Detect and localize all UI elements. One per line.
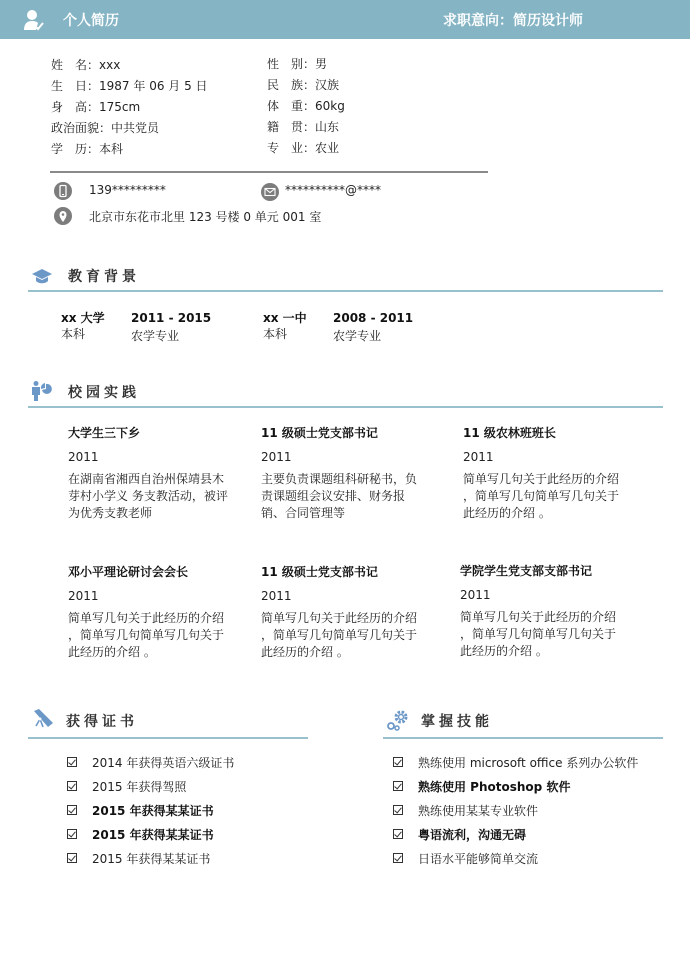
skill-item: 熟练使用某某专业软件 <box>393 798 638 822</box>
practice-year: 2011 <box>68 450 99 464</box>
email-address: **********@**** <box>285 183 381 197</box>
info-gender: 性 别：男 <box>267 57 328 71</box>
certificate-item: 2015 年获得某某证书 <box>67 798 234 822</box>
certificates-list <box>67 750 234 870</box>
section-divider-practice <box>28 406 663 408</box>
skill-item: 日语水平能够简单交流 <box>393 846 638 870</box>
practice-year: 2011 <box>460 588 491 602</box>
info-ethnicity: 民 族：汉族 <box>267 78 340 92</box>
job-objective: 求职意向：简历设计师 <box>443 13 583 29</box>
section-title-practice: 校园实践 <box>68 385 140 401</box>
info-height: 身 高：175cm <box>51 100 141 114</box>
checkbox-icon <box>393 781 403 791</box>
info-weight: 体 重：60kg <box>267 99 345 113</box>
practice-year: 2011 <box>261 450 292 464</box>
checkbox-icon <box>67 757 77 767</box>
education-degree: 本科 <box>263 327 288 341</box>
user-icon <box>22 8 46 32</box>
section-title-certificates: 获得证书 <box>66 714 138 730</box>
practice-item <box>261 564 451 661</box>
practice-description: 简单写几句关于此经历的介绍 ，简单写几句简单写几句关于此经历的介绍 。 <box>68 611 225 659</box>
practice-title: 11 级硕士党支部书记 <box>261 426 378 440</box>
certificate-item: 2015 年获得驾照 <box>67 774 234 798</box>
skill-item: 熟练使用 microsoft office 系列办公软件 <box>393 750 638 774</box>
presenter-icon <box>31 380 53 402</box>
info-political-status: 政治面貌：中共党员 <box>51 121 160 135</box>
info-hometown: 籍 贯：山东 <box>267 120 340 134</box>
practice-year: 2011 <box>261 589 292 603</box>
practice-description: 简单写几句关于此经历的介绍 ，简单写几句简单写几句关于此经历的介绍 。 <box>463 472 620 520</box>
certificate-item: 2015 年获得某某证书 <box>67 822 234 846</box>
header-bar <box>0 0 690 39</box>
checkbox-icon <box>67 853 77 863</box>
certificate-ribbon-icon <box>31 708 55 730</box>
certificate-item: 2014 年获得英语六级证书 <box>67 750 234 774</box>
skill-item: 粤语流利，沟通无碍 <box>393 822 638 846</box>
section-title-skills: 掌握技能 <box>421 714 493 730</box>
practice-description: 在湖南省湘西自治州保靖县木芽村小学义 务支教活动，被评为优秀支教老师 <box>68 472 228 520</box>
practice-year: 2011 <box>463 450 494 464</box>
address: 北京市东花市北里 123 号楼 0 单元 001 室 <box>89 210 322 224</box>
skills-list <box>393 750 638 870</box>
education-school: xx 大学 <box>61 311 105 325</box>
phone-number: 139********* <box>89 183 166 197</box>
education-years: 2011 - 2015 <box>131 311 212 325</box>
education-school: xx 一中 <box>263 311 307 325</box>
education-major: 农学专业 <box>333 329 382 343</box>
practice-title: 11 级农林班班长 <box>463 426 556 440</box>
education-major: 农学专业 <box>131 329 180 343</box>
info-name: 姓 名：xxx <box>51 58 121 72</box>
practice-title: 邓小平理论研讨会会长 <box>68 565 189 579</box>
practice-item <box>460 563 650 660</box>
section-divider-education <box>28 290 663 292</box>
gears-icon <box>386 708 410 732</box>
graduation-cap-icon <box>31 268 53 286</box>
practice-title: 学院学生党支部支部书记 <box>460 564 593 578</box>
checkbox-icon <box>67 829 77 839</box>
practice-item <box>463 425 653 522</box>
checkbox-icon <box>393 757 403 767</box>
practice-item <box>68 564 258 661</box>
checkbox-icon <box>393 805 403 815</box>
certificate-item: 2015 年获得某某证书 <box>67 846 234 870</box>
checkbox-icon <box>67 805 77 815</box>
practice-description: 主要负责课题组科研秘书，负责课题组会议安排、财务报销、合同管理等 <box>261 472 418 520</box>
practice-item <box>68 425 258 522</box>
practice-description: 简单写几句关于此经历的介绍 ，简单写几句简单写几句关于此经历的介绍 。 <box>261 611 418 659</box>
phone-icon <box>54 182 72 200</box>
email-icon <box>261 183 279 201</box>
education-degree: 本科 <box>61 327 86 341</box>
education-years: 2008 - 2011 <box>333 311 414 325</box>
info-birthday: 生 日：1987 年 06 月 5 日 <box>51 79 208 93</box>
practice-description: 简单写几句关于此经历的介绍 ，简单写几句简单写几句关于此经历的介绍 。 <box>460 610 617 658</box>
section-divider-certificates <box>28 737 308 739</box>
section-divider-skills <box>383 737 663 739</box>
practice-item <box>261 425 451 522</box>
skill-item: 熟练使用 Photoshop 软件 <box>393 774 638 798</box>
checkbox-icon <box>67 781 77 791</box>
info-divider <box>50 171 488 173</box>
checkbox-icon <box>393 829 403 839</box>
resume-title: 个人简历 <box>63 13 119 29</box>
info-major: 专 业：农业 <box>267 141 340 155</box>
practice-year: 2011 <box>68 589 99 603</box>
checkbox-icon <box>393 853 403 863</box>
section-title-education: 教育背景 <box>68 269 140 285</box>
location-icon <box>54 207 72 225</box>
practice-title: 11 级硕士党支部书记 <box>261 565 378 579</box>
info-education-level: 学 历：本科 <box>51 142 124 156</box>
practice-title: 大学生三下乡 <box>68 426 141 440</box>
